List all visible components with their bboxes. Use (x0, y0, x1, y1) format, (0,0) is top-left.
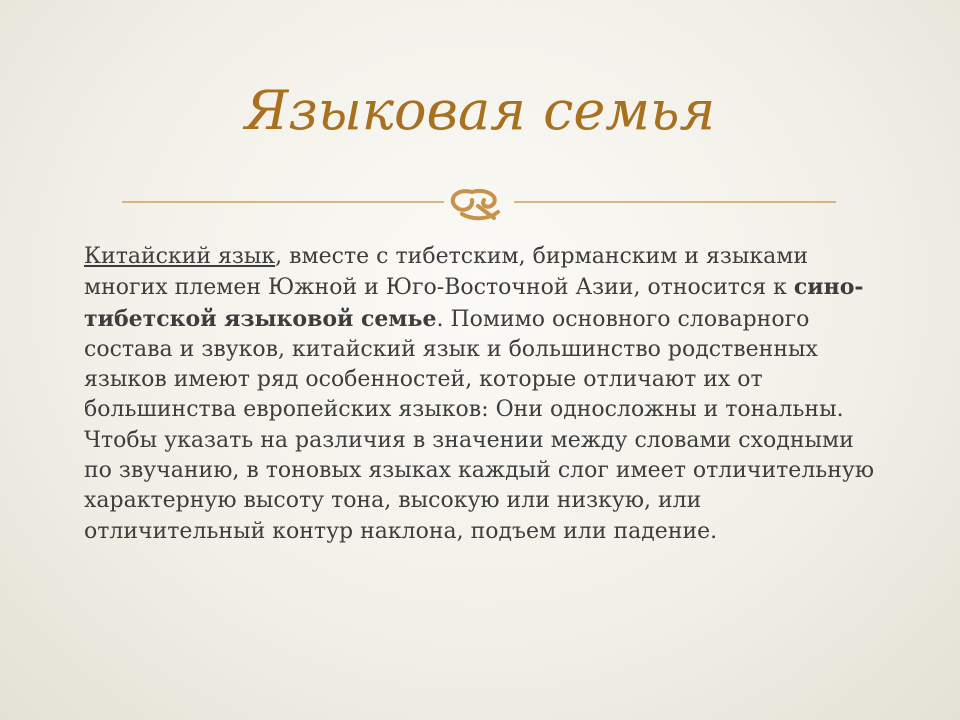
paragraph-text-part-2: . Помимо основного словарного состава и звуков, китайский язык и большинство родственных языков имеют ряд особенностей, которые отличают их от большинства европейских языков: Они односложны и тональны. Чтобы указать на различия в значении между словами сходными по звучанию, в тоновых языках каждый слог имеет отличительную характерную высоту тона, высокую или низкую, или отличительный контур наклона, подъем или падение. (84, 306, 875, 544)
ornament-flourish-icon (122, 186, 836, 222)
paragraph-bold-term: сино-тибетской языковой семье (84, 274, 864, 332)
paragraph-text-part-1: , вместе с тибетским, бирманским и языками многих племен Южной и Юго-Восточной Азии, относится к (84, 244, 809, 301)
chinese-language-link[interactable]: Китайский язык (84, 244, 276, 269)
body-paragraph (84, 242, 884, 547)
slide-title: Языковая семья (244, 79, 716, 142)
title-divider (122, 186, 836, 222)
